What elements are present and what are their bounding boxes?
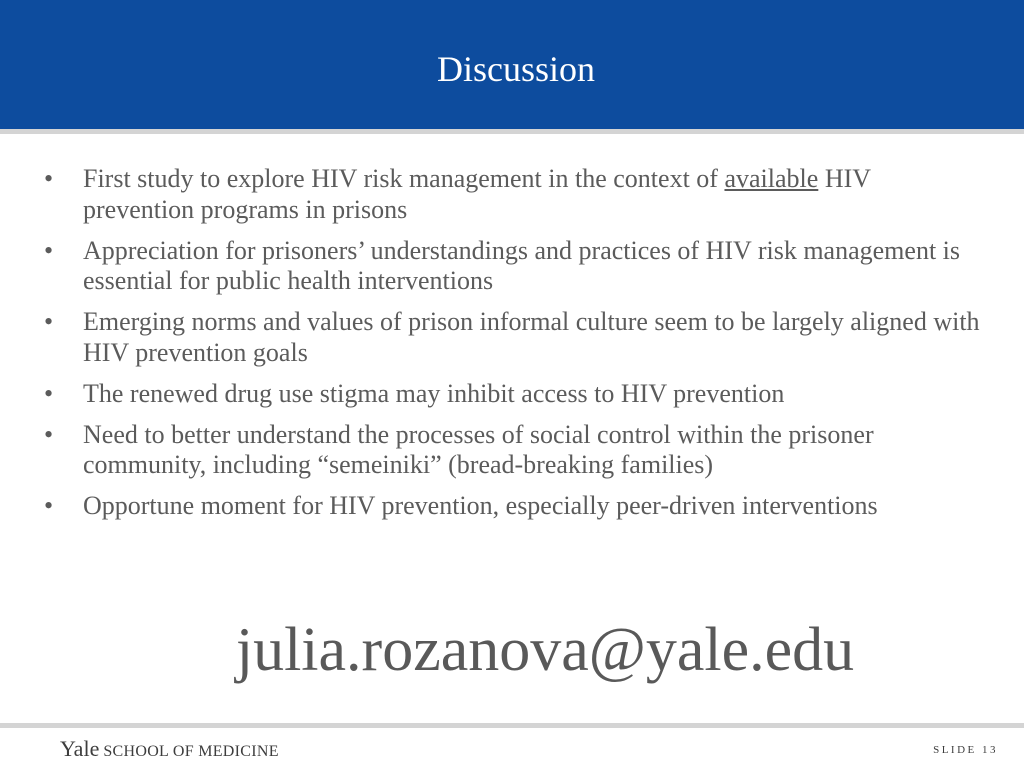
header-divider: [0, 129, 1024, 134]
slide-title: Discussion: [436, 49, 595, 89]
bullet-item: [44, 491, 984, 522]
bullet-item: [44, 420, 984, 481]
yale-medicine-logo: [60, 736, 279, 765]
contact-email: julia.rozanova@yale.edu: [235, 616, 855, 684]
bullet-list: [44, 164, 984, 532]
bullet-item: [44, 236, 984, 297]
bullet-item: [44, 164, 984, 225]
bullet-text: Emerging norms and values of prison informal culture seem to be largely aligned with HIV prevention goals: [83, 307, 980, 367]
logo-school: SCHOOL OF MEDICINE: [103, 743, 279, 760]
bullet-text: Opportune moment for HIV prevention, especially peer-driven interventions: [83, 491, 878, 520]
bullet-text: Appreciation for prisoners’ understandings and practices of HIV risk management is essential for public health interventions: [83, 235, 961, 295]
footer-divider: [0, 723, 1024, 728]
bullet-icon: •: [44, 307, 54, 336]
bullet-text: Need to better understand the processes of social control within the prisoner community, including “semeiniki” (bread-breaking families): [83, 419, 874, 479]
bullet-text: First study to explore HIV risk management in the context of: [83, 164, 725, 193]
bullet-icon: •: [44, 491, 54, 520]
logo-yale: Yale: [60, 736, 100, 761]
bullet-item: [44, 379, 984, 410]
bullet-item: [44, 307, 984, 368]
bullet-text: The renewed drug use stigma may inhibit access to HIV prevention: [83, 378, 785, 408]
bullet-icon: •: [44, 235, 54, 265]
bullet-text-rest: HIV prevention programs in prisons: [83, 164, 871, 224]
bullet-icon: •: [44, 419, 54, 449]
bullet-icon: •: [44, 378, 54, 408]
slide-number: SLIDE 13: [933, 744, 998, 756]
bullet-emphasis: available: [724, 164, 819, 193]
bullet-icon: •: [44, 164, 54, 193]
